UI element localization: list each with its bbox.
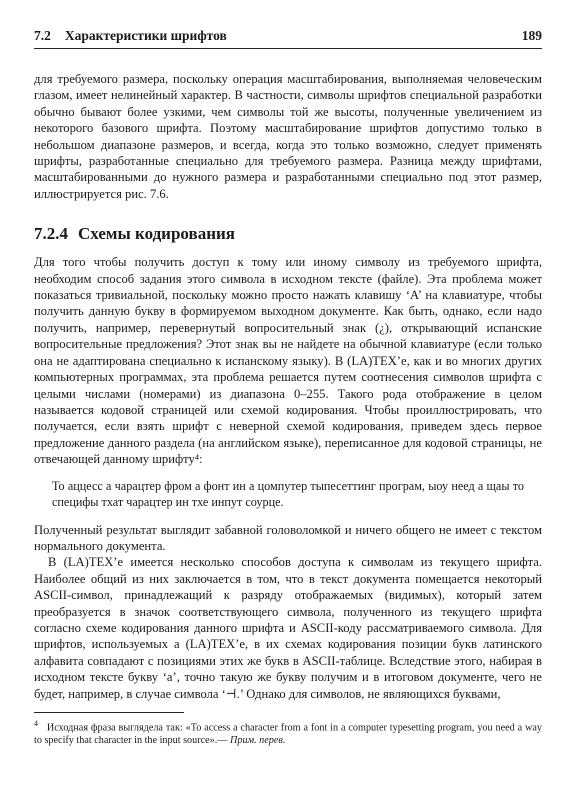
paragraph-main: Для того чтобы получить доступ к тому или иному символу из требуемого шрифта, необходим способ задания этого символа в исходном тексте (файле). Эта проблема может показаться тривиальной, поскольку можно просто нажать клавишу ‘A’ на клавиатуре, чтобы получить данную букву в формируемом выходном документе. Как быть, однако, если надо получить, например, перевернутый вопросительный знак (¿), открывающий испанские вопросительные предложения? Этот знак вы не найдете на обычной клавиатуре (если только она не адаптирована специально к испанскому языку). В (LA)TEX’е, как и во многих других компьютерных программах, эта проблема решается путем соотнесения символов шрифта с целыми числами (номерами) из диапазона 0–255. Такого рода отображение в целом называется кодовой страницей или схемой кодирования. Чтобы проиллюстрировать, что получается, если взять шрифт с неверной схемой кодирования, приведем здесь первое предложение данного раздела (на английском языке), переписанное для кодовой страницы, не отвечающей данному шрифту⁴: bbox=[34, 255, 542, 467]
paragraph-intro: для требуемого размера, поскольку операция масштабирования, выполняемая человеческим глазом, имеет нелинейный характер. В частности, символы шрифтов специальной разработки обычно бывают более узкими, чем символы той же высоты, полученные увеличением из некоторого базового шрифта. Поэтому масштабирование шрифтов допустимо только в небольшом диапазоне размеров, и всегда, когда это только возможно, следует применять шрифты, разработанные специально для требуемого размера. Разница между шрифтами, масштабированными до нужного размера и разработанными специально под этот размер, иллюстрируется рис. 7.6. bbox=[34, 72, 542, 201]
paragraph-last: В (LA)TEX’е имеется несколько способов доступа к символам из текущего шрифта. Наиболее общий из них заключается в том, что в текст документа помещается некоторый ASCII-символ, принадлежащий к разряду отображаемых (видимых), который затем преобразуется в значок соответствующего символа, полученного из текущего шрифта согласно схеме кодирования данного шрифта и ASCII-коду рассматриваемого символа. Для шрифтов, используемых а (LA)TEX’е, в их схемах кодирования позиции букв латинского алфавита совпадают с позициями этих же букв в ASCII-таблице. Вследствие этого, набирая в исходном тексте букву ‘a’, точно такую же букву получим и в итоговом документе, чего не будет, например, в случае символа ‘⊣.’ Однако для символов, не являющихся буквами, bbox=[34, 555, 542, 701]
section-title: Характеристики шрифтов bbox=[64, 28, 227, 43]
subsection-title: Схемы кодирования bbox=[78, 224, 235, 244]
footnote-rule bbox=[34, 712, 184, 713]
footnote-number: 4 bbox=[34, 719, 38, 728]
running-head-section bbox=[34, 28, 227, 44]
garbled-quote: То аццесс а чарацтер фром а фонт ин а цомпутер тыпесеттинг програм, ыоу неед а щаы то специфы тхат чарацтер ин тхе инпут соурце. bbox=[52, 478, 524, 509]
footnote-text: Исходная фраза выглядела так: «To access a character from a font in a computer typesetting program, you need a way to specify that character in the input source».— bbox=[34, 722, 543, 747]
paragraph-after-quote: Полученный результат выглядит забавной головоломкой и ничего общего не имеет с текстом нормального документа. bbox=[34, 522, 542, 553]
section-number: 7.2 bbox=[34, 28, 51, 43]
subsection-number: 7.2.4 bbox=[34, 224, 68, 244]
subsection-heading bbox=[34, 224, 542, 244]
footnote bbox=[34, 717, 542, 747]
running-head bbox=[34, 28, 542, 49]
footnote-translator-note: Прим. перев. bbox=[230, 735, 286, 747]
page-number: 189 bbox=[521, 28, 542, 43]
